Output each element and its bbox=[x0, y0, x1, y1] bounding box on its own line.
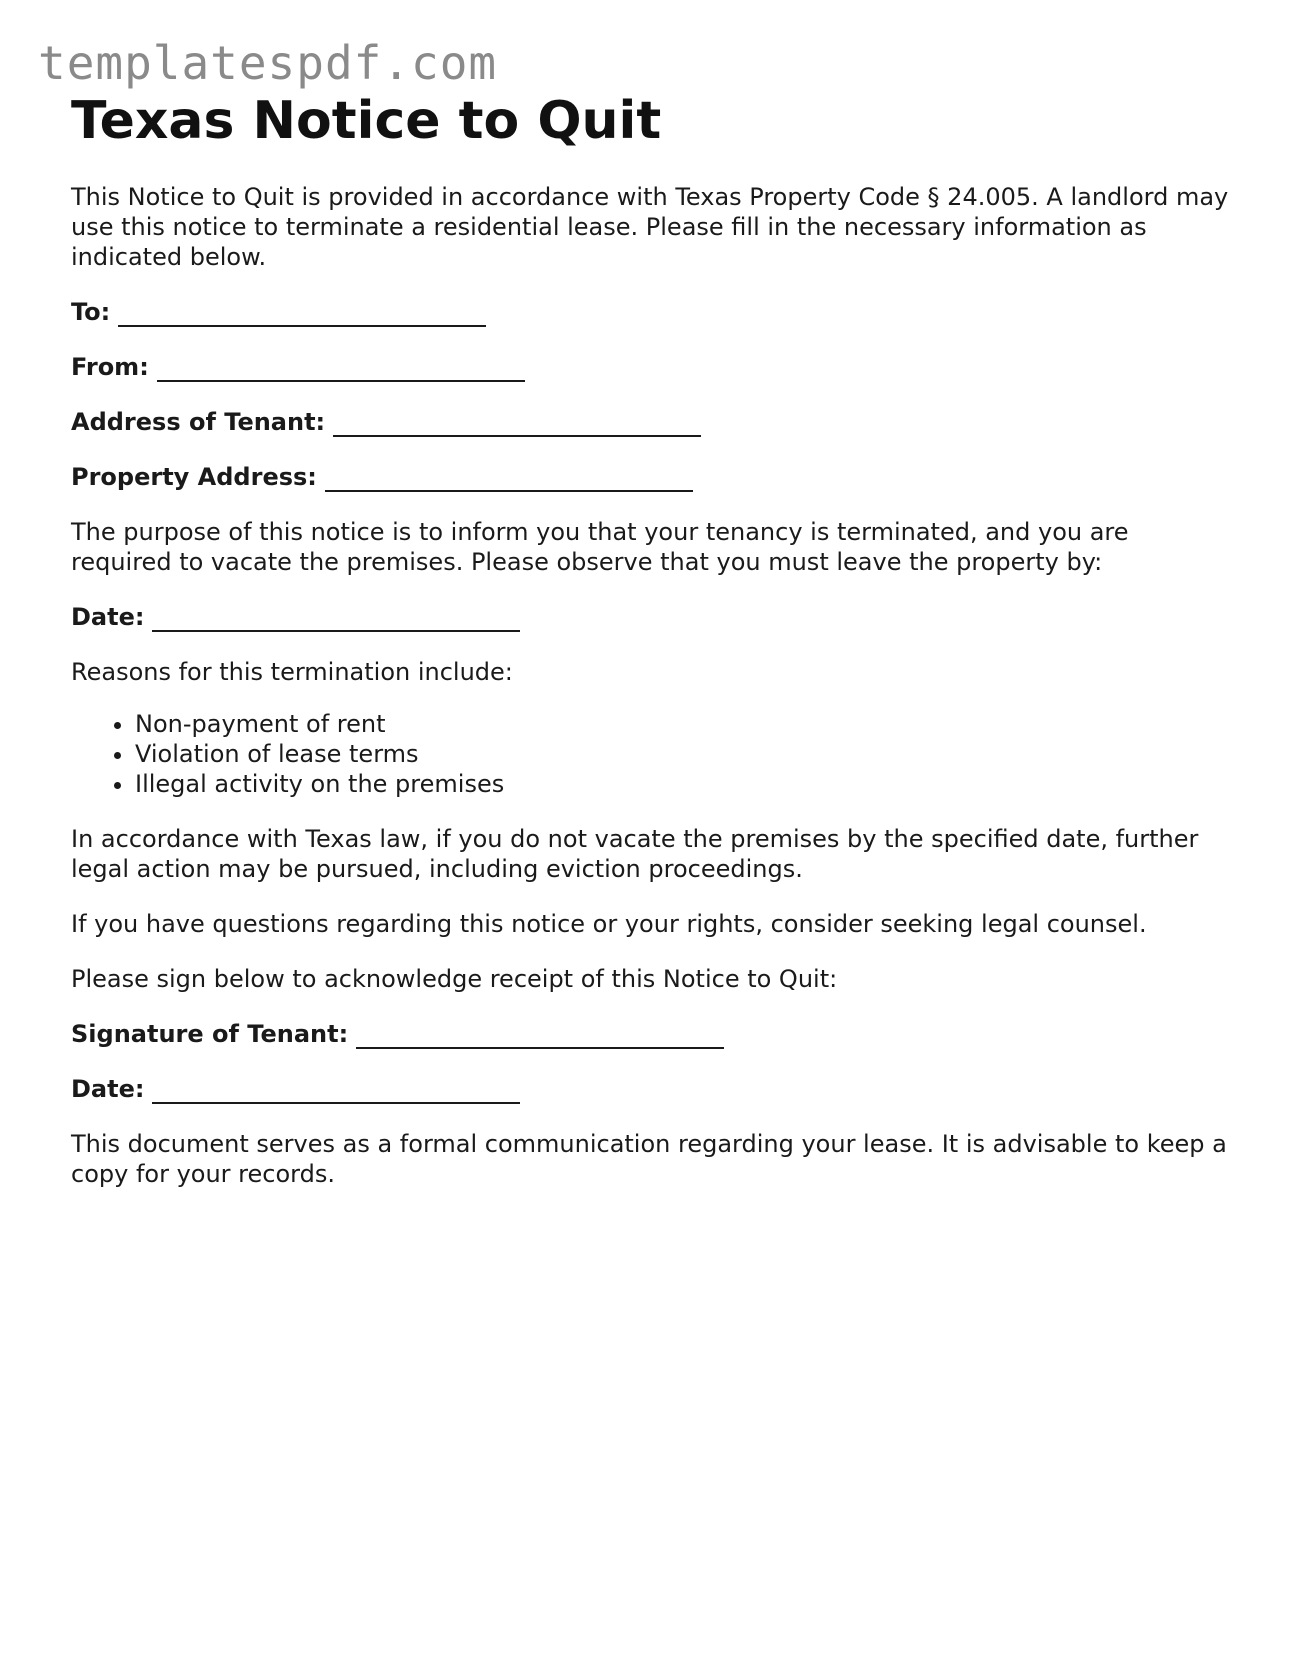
signature-date-label: Date: bbox=[71, 1075, 145, 1103]
questions-paragraph: If you have questions regarding this notice or your rights, consider seeking legal counsel. bbox=[71, 910, 1147, 938]
signature-label: Signature of Tenant: bbox=[71, 1020, 349, 1048]
signature-date-blank-line[interactable] bbox=[152, 1080, 520, 1104]
list-item: • Violation of lease terms bbox=[135, 739, 1231, 769]
page-title: Texas Notice to Quit bbox=[71, 91, 662, 151]
vacate-date-blank-line[interactable] bbox=[152, 608, 520, 632]
signature-date-field[interactable] bbox=[71, 1074, 1231, 1104]
list-item: • Non-payment of rent bbox=[135, 709, 1231, 739]
vacate-date-field[interactable] bbox=[71, 602, 1231, 632]
tenant-address-label: Address of Tenant: bbox=[71, 408, 326, 436]
to-field[interactable] bbox=[71, 297, 1231, 327]
signature-blank-line[interactable] bbox=[356, 1025, 724, 1049]
sign-prompt: Please sign below to acknowledge receipt of this Notice to Quit: bbox=[71, 965, 838, 993]
intro-paragraph: This Notice to Quit is provided in accordance with Texas Property Code § 24.005. A landlord may use this notice to terminate a residential lease. Please fill in the necessary information as indicated below. bbox=[71, 183, 1229, 271]
tenant-address-blank-line[interactable] bbox=[333, 413, 701, 437]
property-address-blank-line[interactable] bbox=[325, 468, 693, 492]
signature-field[interactable] bbox=[71, 1019, 1231, 1049]
vacate-date-label: Date: bbox=[71, 603, 145, 631]
tenant-address-field[interactable] bbox=[71, 407, 1231, 437]
from-label: From: bbox=[71, 353, 149, 381]
closing-paragraph: This document serves as a formal communication regarding your lease. It is advisable to keep a copy for your records. bbox=[71, 1130, 1227, 1188]
from-blank-line[interactable] bbox=[157, 358, 525, 382]
property-address-field[interactable] bbox=[71, 462, 1231, 492]
to-label: To: bbox=[71, 298, 111, 326]
document bbox=[71, 88, 1231, 1189]
watermark: templatespdf.com bbox=[38, 36, 498, 90]
purpose-paragraph: The purpose of this notice is to inform you that your tenancy is terminated, and you are required to vacate the premises. Please observe that you must leave the property by: bbox=[71, 518, 1129, 576]
list-item: • Illegal activity on the premises bbox=[135, 769, 1231, 799]
reasons-list bbox=[71, 709, 1231, 799]
legal-action-paragraph: In accordance with Texas law, if you do not vacate the premises by the specified date, further legal action may be pursued, including eviction proceedings. bbox=[71, 825, 1199, 883]
reasons-intro: Reasons for this termination include: bbox=[71, 658, 513, 686]
to-blank-line[interactable] bbox=[118, 303, 486, 327]
from-field[interactable] bbox=[71, 352, 1231, 382]
property-address-label: Property Address: bbox=[71, 463, 317, 491]
